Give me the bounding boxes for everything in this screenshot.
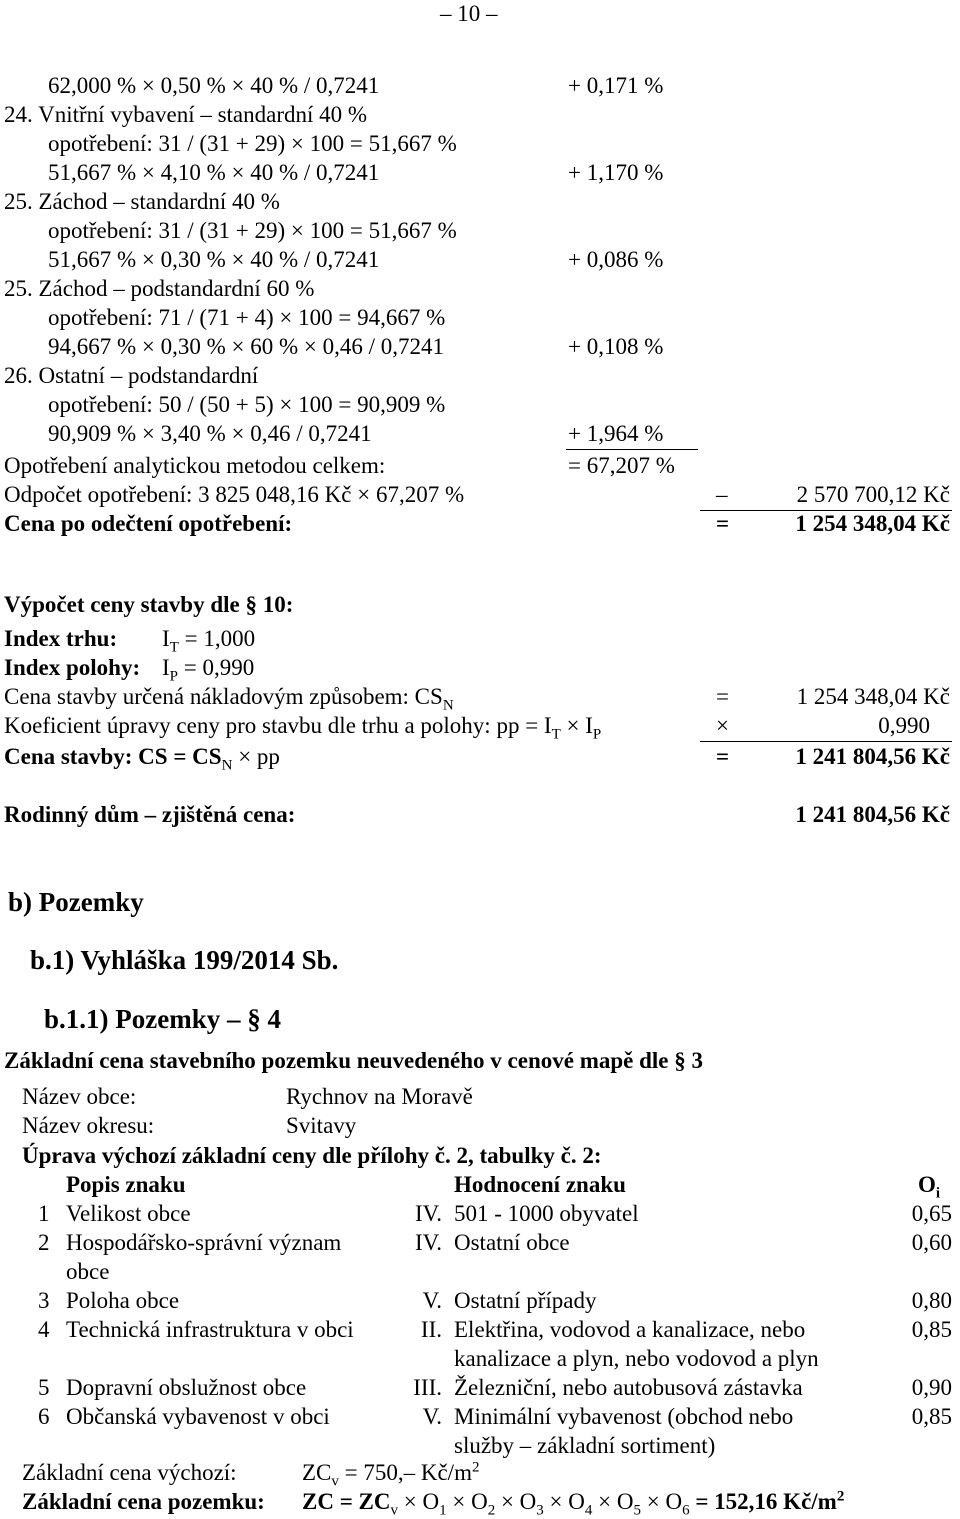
section-heading: Výpočet ceny stavby dle § 10: <box>4 592 294 617</box>
table-cell-hodnoceni: 501 - 1000 obyvatel <box>454 1201 639 1226</box>
zakl-heading: Základní cena stavebního pozemku neuvedeného v cenové mapě dle § 3 <box>4 1048 703 1073</box>
index-trhu-value: $I_T = 1,000$ <box>162 626 256 656</box>
cena-nakl-value: 1 254 348,04 Kč <box>796 684 950 709</box>
col-header-o: $O_i$ <box>918 1172 941 1202</box>
col-header-popis: Popis znaku <box>66 1172 186 1197</box>
table-cell-hodnoceni: Železniční, nebo autobusová zástavka <box>454 1375 803 1400</box>
table-cell-number: 3 <box>38 1288 50 1313</box>
heading-pozemky-4: b.1.1) Pozemky – § 4 <box>44 1004 281 1034</box>
table-cell-level: V. <box>422 1404 442 1429</box>
zc-formula: ZC = $ZC_v \times O_1 \times O_2 \times O_3 \times O_4 \times O_5 \times O_6 = 152,16$ $Kč/m^2$ <box>302 1488 845 1519</box>
table-cell-popis: Technická infrastruktura v obci <box>66 1317 354 1342</box>
okres-label: Název okresu: <box>22 1113 155 1138</box>
obec-value: Rychnov na Moravě <box>286 1084 473 1109</box>
table-cell-level: II. <box>420 1317 442 1342</box>
index-trhu-label: Index trhu: <box>4 626 118 651</box>
calc-item-heading: 24. Vnitřní vybavení – standardní 40 % <box>4 102 368 127</box>
zcv-label: Základní cena výchozí: <box>22 1460 237 1485</box>
koef-sign: × <box>716 713 729 738</box>
cs-label: Cena stavby: CS = $CS_N$ × pp <box>4 744 280 774</box>
table-cell-popis: Hospodářsko-správní význam <box>66 1230 342 1255</box>
table-cell-level: IV. <box>414 1230 442 1255</box>
zcv-value: $ZC_v = 750,-$ $Kč/m^2$ <box>302 1459 480 1490</box>
table-cell-number: 2 <box>38 1230 50 1255</box>
deduct-label: Odpočet opotřebení: 3 825 048,16 Kč × 67,207 % <box>4 482 465 507</box>
table-cell-hodnoceni: Elektřina, vodovod a kanalizace, nebo <box>454 1317 806 1342</box>
table-cell-o: 0,90 <box>911 1375 952 1400</box>
table-cell-o: 0,65 <box>911 1201 952 1226</box>
calc-line: opotřebení: 71 / (71 + 4) × 100 = 94,667 % <box>48 305 446 330</box>
table-cell-popis: Poloha obce <box>66 1288 180 1313</box>
table-cell-popis: Občanská vybavenost v obci <box>66 1404 330 1429</box>
calc-value: + 1,170 % <box>568 160 664 185</box>
total-label: Opotřebení analytickou metodou celkem: <box>4 453 386 478</box>
calc-line: 62,000 % × 0,50 % × 40 % / 0,7241 <box>48 73 380 98</box>
table-cell-level: IV. <box>414 1201 442 1226</box>
deduct-sign: – <box>716 482 728 507</box>
heading-vyhlaska: b.1) Vyhláška 199/2014 Sb. <box>30 945 339 975</box>
table-cell-popis: Dopravní obslužnost obce <box>66 1375 307 1400</box>
table-cell-number: 1 <box>38 1201 50 1226</box>
table-cell-hodnoceni: Ostatní obce <box>454 1230 570 1255</box>
price-sign: = <box>716 511 730 536</box>
calc-line: 51,667 % × 4,10 % × 40 % / 0,7241 <box>48 160 380 185</box>
koef-label: Koeficient úpravy ceny pro stavbu dle trhu a polohy: pp = $I_T \times I_P$ <box>4 713 602 743</box>
calc-line: 51,667 % × 0,30 % × 40 % / 0,7241 <box>48 247 380 272</box>
index-polohy-value: $I_P = 0,990$ <box>162 655 255 685</box>
cs-value: 1 241 804,56 Kč <box>795 744 950 769</box>
sum-rule <box>566 449 698 450</box>
table-cell-hodnoceni: Ostatní případy <box>454 1288 597 1313</box>
page-number: – 10 – <box>440 1 498 26</box>
price-value: 1 254 348,04 Kč <box>795 511 950 536</box>
price-label: Cena po odečtení opotřebení: <box>4 511 293 536</box>
table-cell-hodnoceni: kanalizace a plyn, nebo vodovod a plyn <box>454 1346 819 1371</box>
zc-label: Základní cena pozemku: <box>22 1489 265 1514</box>
calc-value: + 0,086 % <box>568 247 664 272</box>
table-cell-number: 5 <box>38 1375 50 1400</box>
calc-value: + 1,964 % <box>568 421 664 446</box>
calc-value: + 0,171 % <box>568 73 664 98</box>
calc-line: 94,667 % × 0,30 % × 60 % × 0,46 / 0,7241 <box>48 334 445 359</box>
total-value: = 67,207 % <box>568 453 675 478</box>
koef-value: 0,990 <box>878 713 930 738</box>
calc-value: + 0,108 % <box>568 334 664 359</box>
deduct-value: 2 570 700,12 Kč <box>796 482 950 507</box>
table-cell-popis: obce <box>66 1259 110 1284</box>
obec-label: Název obce: <box>22 1084 137 1109</box>
table-cell-hodnoceni: Minimální vybavenost (obchod nebo <box>454 1404 794 1429</box>
cena-nakl-label: Cena stavby určená nákladovým způsobem: $CS_N$ <box>4 684 454 714</box>
table-cell-o: 0,60 <box>911 1230 952 1255</box>
table-cell-popis: Velikost obce <box>66 1201 191 1226</box>
table-cell-o: 0,80 <box>911 1288 952 1313</box>
cs-sign: = <box>716 744 730 769</box>
heading-pozemky: b) Pozemky <box>8 887 144 917</box>
table-cell-o: 0,85 <box>911 1317 952 1342</box>
table-cell-hodnoceni: služby – základní sortiment) <box>454 1433 716 1458</box>
calc-item-heading: 25. Záchod – standardní 40 % <box>4 189 280 214</box>
table-cell-level: V. <box>422 1288 442 1313</box>
cena-nakl-sign: = <box>716 684 729 709</box>
rd-label: Rodinný dům – zjištěná cena: <box>4 802 296 827</box>
table-cell-level: III. <box>413 1375 442 1400</box>
okres-value: Svitavy <box>286 1113 357 1138</box>
calc-line: opotřebení: 31 / (31 + 29) × 100 = 51,667 % <box>48 131 457 156</box>
calc-line: opotřebení: 31 / (31 + 29) × 100 = 51,667 % <box>48 218 457 243</box>
col-header-hodnoceni: Hodnocení znaku <box>454 1172 626 1197</box>
sum-rule <box>700 741 952 742</box>
rd-value: 1 241 804,56 Kč <box>795 802 950 827</box>
table-cell-o: 0,85 <box>911 1404 952 1429</box>
uprava-heading: Úprava výchozí základní ceny dle přílohy č. 2, tabulky č. 2: <box>22 1143 602 1168</box>
calc-item-heading: 25. Záchod – podstandardní 60 % <box>4 276 315 301</box>
table-cell-number: 4 <box>38 1317 50 1342</box>
index-polohy-label: Index polohy: <box>4 655 141 680</box>
calc-line: opotřebení: 50 / (50 + 5) × 100 = 90,909 % <box>48 392 446 417</box>
table-cell-number: 6 <box>38 1404 50 1429</box>
calc-item-heading: 26. Ostatní – podstandardní <box>4 363 259 388</box>
calc-line: 90,909 % × 3,40 % × 0,46 / 0,7241 <box>48 421 372 446</box>
